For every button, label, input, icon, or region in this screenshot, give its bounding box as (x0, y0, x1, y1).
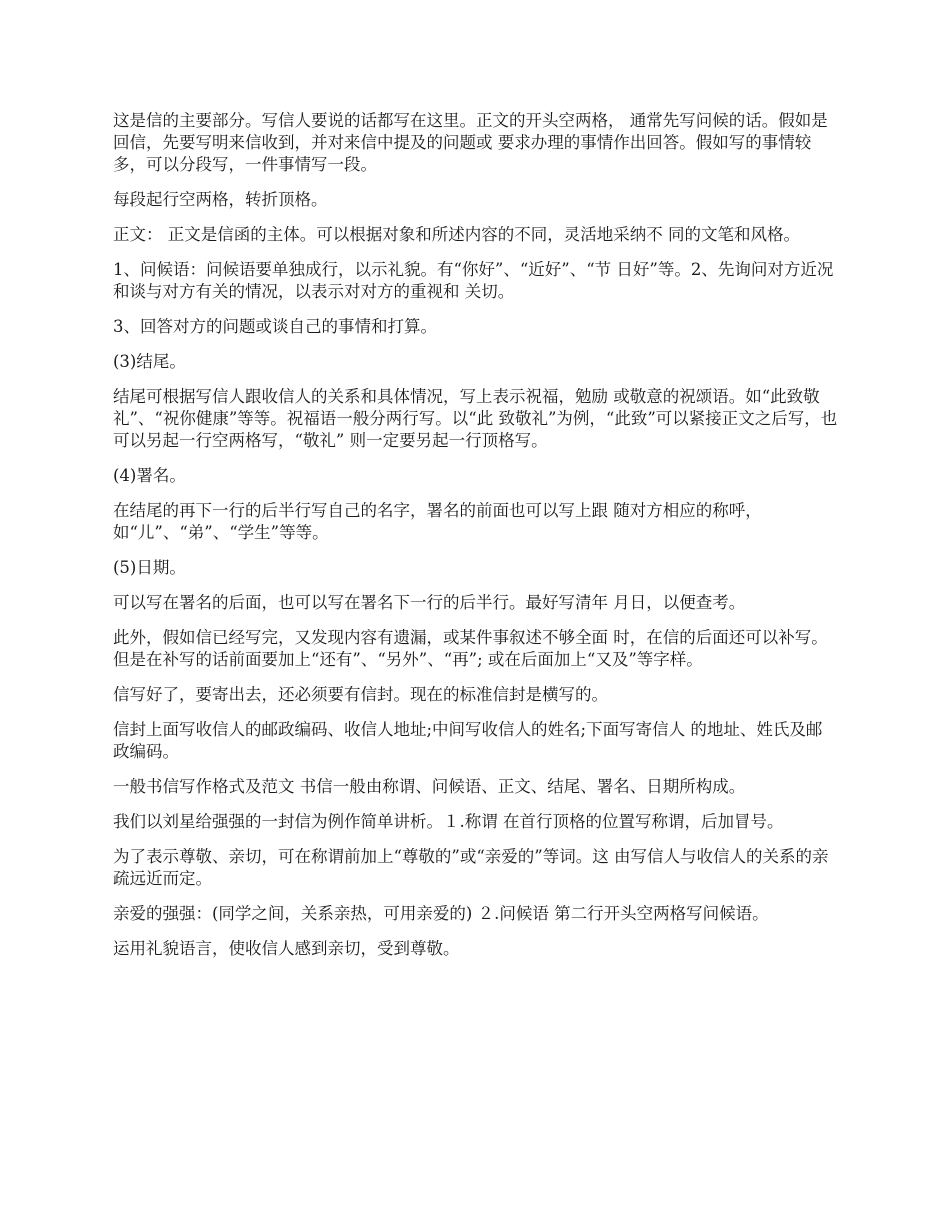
paragraph-body-definition: 正文： 正文是信函的主体。可以根据对象和所述内容的不同，灵活地采纳不 同的文笔和风格。 (113, 225, 800, 244)
paragraph-greeting: 1、问候语：问候语要单独成行，以示礼貌。有“你好”、“近好”、“节 日好”等。2、先询问对方近况和谈与对方有关的情况，以表示对对方的重视和 关切。 (113, 260, 834, 301)
document-body (113, 110, 838, 973)
paragraph-closing: 结尾可根据写信人跟收信人的关系和具体情况，写上表示祝福，勉励 或敬意的祝颂语。如“此致敬礼”、“祝你健康”等等。祝福语一般分两行写。以“此 致敬礼”为例，“此致”可以紧接正文之后写，也可以另起一行空两格写，“敬礼” 则一定要另起一行顶格写。 (113, 387, 838, 450)
paragraph-reply: 3、回答对方的问题或谈自己的事情和打算。 (113, 317, 437, 336)
paragraph-main-body: 这是信的主要部分。写信人要说的话都写在这里。正文的开头空两格， 通常先写问候的话。假如是回信，先要写明来信收到，并对来信中提及的问题或 要求办理的事情作出回答。假如写的事情较多，可以分段写，一件事情写一段。 (113, 111, 828, 174)
paragraph-envelope-layout: 信封上面写收信人的邮政编码、收信人地址;中间写收信人的姓名;下面写寄信人 的地址、姓氏及邮政编码。 (113, 720, 823, 761)
paragraph-format-overview: 一般书信写作格式及范文 书信一般由称谓、问候语、正文、结尾、署名、日期所构成。 (113, 777, 746, 796)
paragraph-heading-date: (5)日期。 (113, 558, 186, 577)
paragraph-polite-language: 运用礼貌语言，使收信人感到亲切，受到尊敬。 (113, 939, 460, 958)
paragraph-envelope: 信写好了，要寄出去，还必须要有信封。现在的标准信封是横写的。 (113, 685, 608, 704)
paragraph-example-greeting: 亲爱的强强：(同学之间，关系亲热，可用亲爱的) ２.问候语 第二行开头空两格写问候语。 (113, 904, 769, 923)
paragraph-heading-signature: (4)署名。 (113, 466, 186, 485)
paragraph-postscript: 此外，假如信已经写完，又发现内容有遗漏，或某件事叙述不够全面 时，在信的后面还可以补写。但是在补写的话前面要加上“还有”、“另外”、“再”; 或在后面加上“又及”等字样。 (113, 628, 828, 669)
paragraph-signature: 在结尾的再下一行的后半行写自己的名字，署名的前面也可以写上跟 随对方相应的称呼，如“儿”、“弟”、“学生”等等。 (113, 501, 762, 542)
paragraph-indent-rule: 每段起行空两格，转折顶格。 (113, 190, 328, 209)
paragraph-date: 可以写在署名的后面，也可以写在署名下一行的后半行。最好写清年 月日，以便查考。 (113, 593, 746, 612)
paragraph-example-salutation: 我们以刘星给强强的一封信为例作简单讲析。１.称谓 在首行顶格的位置写称谓，后加冒号。 (113, 812, 784, 831)
paragraph-respect: 为了表示尊敬、亲切，可在称谓前加上“尊敬的”或“亲爱的”等词。这 由写信人与收信人的关系的亲疏远近而定。 (113, 847, 829, 888)
paragraph-heading-closing: (3)结尾。 (113, 352, 186, 371)
